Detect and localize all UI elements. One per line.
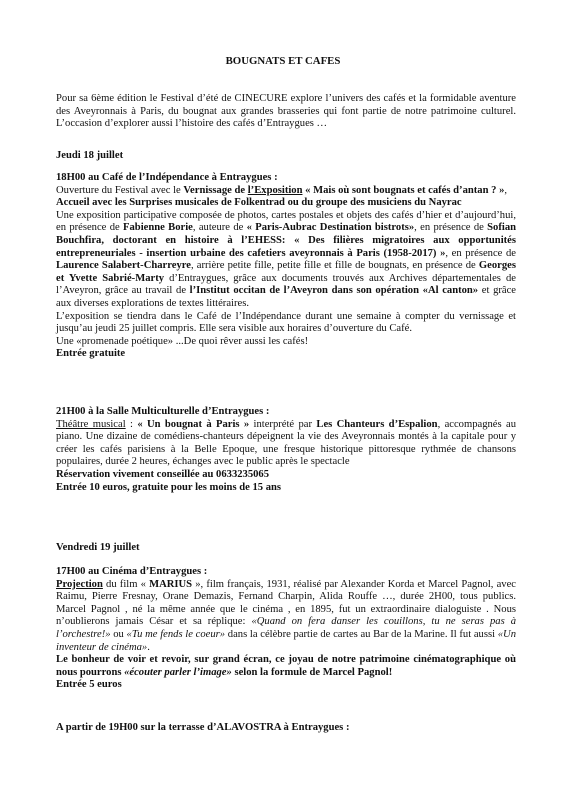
entry-free: Entrée gratuite	[56, 348, 126, 360]
reservation-line: Réservation vivement conseillée au 0633235065	[56, 468, 270, 480]
event-heading: 21H00 à la Salle Multiculturelle d’Entraygues :	[56, 406, 270, 417]
day1-heading: Jeudi 18 juillet	[56, 150, 124, 161]
day2-heading: Vendredi 19 juillet	[56, 542, 140, 553]
event-heading: 17H00 au Cinéma d’Entraygues :	[56, 566, 208, 577]
document-title: BOUGNATS ET CAFES	[225, 55, 341, 67]
exhibition-description: Une exposition participative composée de photos, cartes postales et objets des cafés d’hier et d’aujourd’hui, en présence de Fabienne Borie, auteure de « Paris-Aubrac Destination bistrots», en présence de Sofian Bouchfira, doctorant en histoire à l’EHESS: « Des filières migratoires aux opportunités entrepreneuriales - insertion urbaine des cafetiers aveyronnais à Paris (1958-2017) », en présence de Laurence Salabert-Charreyre, arrière petite fille, petite fille et fille de bougnats, en présence de Georges et Yvette Sabrié-Marty d’Entraygues, grâce aux documents trouvés aux Archives départementales de l’Aveyron, grâce au travail de l’Institut occitan de l’Aveyron dans son opération «Al canton» et grâce aux diverses explorations de textes littéraires.	[56, 209, 517, 309]
film-tagline: Le bonheur de voir et revoir, sur grand écran, ce joyau de notre patrimoine cinématographique où nous pourrons «écouter parler l’image» selon la formule de Marcel Pagnol!	[56, 654, 516, 678]
film-description: Projection du film « MARIUS », film français, 1931, réalisé par Alexander Korda et Marcel Pagnol, avec Raimu, Pierre Fresnay, Orane Demazis, Fernand Charpin, Alida Rouffe …, durée 2H00, tous publics. Marcel Pagnol , né la même année que le cinéma , en 1895, fut un extraordinaire dialoguiste . Nous n’oublierons jamais César et sa réplique: «Quand on fera danser les couillons, tu ne seras pas à l’orchestre!» ou «Tu me fends le coeur» dans la célèbre partie de cartes au Bar de la Marine. Il fut aussi «Un inventeur de cinéma».	[56, 578, 516, 653]
intro-paragraph	[56, 93, 516, 131]
entry-price: Entrée 10 euros, gratuite pour les moins de 15 ans	[56, 481, 282, 493]
day1-event1	[56, 172, 516, 361]
intro-text: Pour sa 6ème édition le Festival d’été de CINECURE explore l’univers des cafés et la formidable aventure des Aveyronnais à Paris, du bougnat aux grandes brasseries qui font partie de notre patrimoine culturel. L’occasion d’explorer aussi l’histoire des cafés d’Entraygues …	[56, 93, 516, 130]
day2-event2-heading: A partir de 19H00 sur la terrasse d’ALAVOSTRA à Entraygues :	[56, 722, 350, 733]
exhibition-dates: L’exposition se tiendra dans le Café de l’Indépendance durant une semaine à compter du vernissage et jusqu’au jeudi 25 juillet compris. Elle sera visible aux horaires d’ouverture du Café.	[56, 310, 516, 335]
opening-paragraph: Ouverture du Festival avec le Vernissage de l’Exposition « Mais où sont bougnats et cafés d’antan ? »,	[56, 184, 508, 196]
entry-price: Entrée 5 euros	[56, 679, 122, 691]
welcome-line: Accueil avec les Surprises musicales de Folkentrad ou du groupe des musiciens du Nayrac	[56, 197, 462, 209]
poetic-walk: Une «promenade poétique» ...De quoi rêver aussi les cafés!	[56, 335, 309, 347]
theatre-description: Théâtre musical : « Un bougnat à Paris » interprété par Les Chanteurs d’Espalion, accompagnés au piano. Une dizaine de comédiens-chanteurs dépeignent la vie des Aveyronnais montés à la capitale pour y créer les cafés parisiens à la Belle Epoque, une fresque historique pittoresque rythmée de chansons populaires, durée 2 heures, échanges avec le public après le spectacle	[56, 418, 516, 468]
day2-event1	[56, 566, 516, 692]
day1-event2	[56, 406, 516, 494]
event-heading: 18H00 au Café de l’Indépendance à Entraygues :	[56, 172, 278, 183]
